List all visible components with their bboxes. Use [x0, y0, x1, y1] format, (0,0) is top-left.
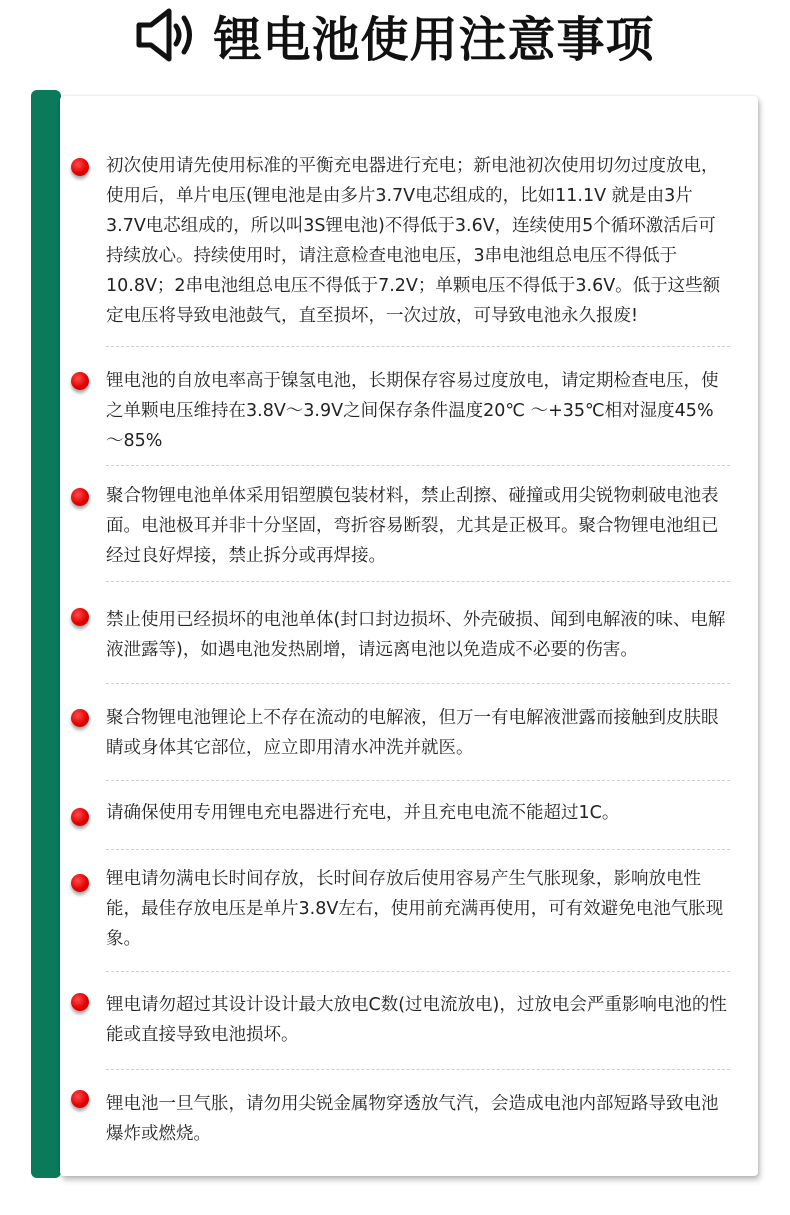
item-text: 请确保使用专用锂电充电器进行充电，并且充电电流不能超过1C。	[106, 803, 620, 823]
divider	[106, 581, 730, 582]
divider	[106, 971, 730, 972]
divider	[106, 346, 730, 347]
item-text: 聚合物锂电池单体采用铝塑膜包装材料，禁止刮擦、碰撞或用尖锐物刺破电池表面。电池极耳并非十分坚固，弯折容易断裂，尤其是正极耳。聚合物锂电池组已经过良好焊接，禁止拆分或再焊接。	[106, 486, 719, 566]
bullet-icon	[71, 993, 89, 1011]
bullet-icon	[71, 808, 89, 826]
bullet-icon	[71, 158, 89, 176]
item-text: 锂电请勿超过其设计设计最大放电C数(过电流放电)，过放电会严重影响电池的性能或直接导致电池损坏。	[106, 995, 727, 1045]
notice-card	[60, 96, 758, 1176]
item-text: 锂电池一旦气胀，请勿用尖锐金属物穿透放气汽，会造成电池内部短路导致电池爆炸或燃烧。	[106, 1094, 719, 1144]
divider	[106, 1069, 730, 1070]
item-text: 聚合物锂电池锂论上不存在流动的电解液，但万一有电解液泄露而接触到皮肤眼睛或身体其它部位，应立即用清水冲洗并就医。	[106, 708, 719, 758]
bullet-icon	[71, 709, 89, 727]
item-text: 锂电池的自放电率高于镍氢电池，长期保存容易过度放电，请定期检查电压，使之单颗电压维持在3.8V～3.9V之间保存条件温度20℃ ～+35℃相对湿度45%～85%	[106, 371, 719, 451]
accent-bar	[31, 90, 61, 1178]
divider	[106, 780, 730, 781]
item-text: 初次使用请先使用标准的平衡充电器进行充电；新电池初次使用切勿过度放电，使用后，单片电压(锂电池是由多片3.7V电芯组成的，比如11.1V 就是由3片3.7V电芯组成的，所以叫3S锂电池)不得低于3.6V，连续使用5个循环激活后可持续放心。持续使用时，请注意检查电池电压，3串电池组总电压不得低于10.8V；2串电池组总电压不得低于7.2V；单颗电压不得低于3.6V。低于这些额定电压将导致电池鼓气，直至损坏，一次过放，可导致电池永久报废!	[106, 156, 721, 326]
page-header	[0, 0, 790, 70]
speaker-icon	[135, 7, 197, 63]
bullet-icon	[71, 874, 89, 892]
bullet-icon	[71, 488, 89, 506]
bullet-icon	[71, 608, 89, 626]
item-text: 禁止使用已经损坏的电池单体(封口封边损坏、外壳破损、闻到电解液的味、电解液泄露等)，如遇电池发热剧增，请远离电池以免造成不必要的伤害。	[106, 610, 726, 660]
bullet-icon	[71, 1090, 89, 1108]
page-title: 锂电池使用注意事项	[213, 11, 655, 68]
bullet-icon	[71, 372, 89, 390]
divider	[106, 465, 730, 466]
divider	[106, 849, 730, 850]
divider	[106, 683, 730, 684]
item-text: 锂电请勿满电长时间存放，长时间存放后使用容易产生气胀现象，影响放电性能，最佳存放电压是单片3.8V左右，使用前充满再使用，可有效避免电池气胀现象。	[106, 869, 724, 949]
